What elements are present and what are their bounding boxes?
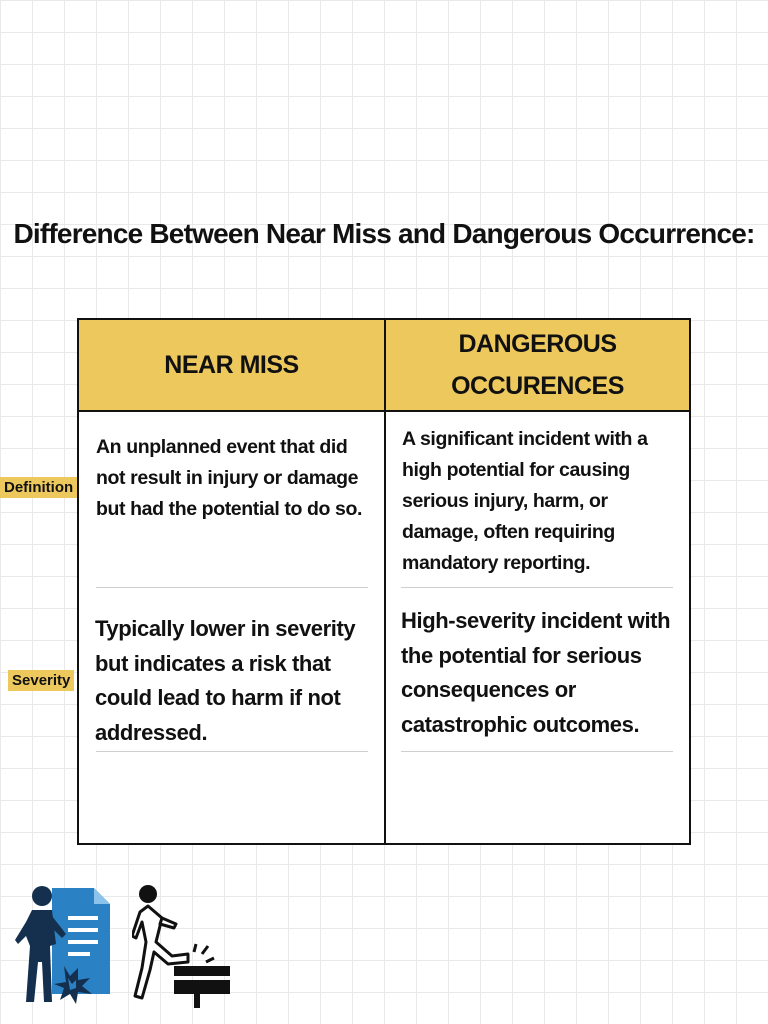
- near-miss-severity: Typically lower in severity but indicates a risk that could lead to harm if not addressed.: [95, 616, 356, 745]
- injured-worker-report-icon: [12, 882, 114, 1010]
- row-separator: [401, 751, 673, 752]
- near-miss-definition: An unplanned event that did not result in injury or damage but had the potential to do so.: [96, 436, 362, 520]
- page-title: Difference Between Near Miss and Dangerous Occurrence:: [13, 218, 755, 249]
- row-separator: [96, 587, 368, 588]
- dangerous-occurence-severity: High-severity incident with the potential for serious consequences or catastrophic outcomes.: [401, 608, 671, 737]
- trip-hazard-icon: [132, 882, 234, 1010]
- row-separator: [401, 587, 673, 588]
- row-label-severity: Severity: [8, 670, 74, 691]
- comparison-table: [77, 318, 691, 845]
- row-separator: [96, 751, 368, 752]
- header-near-miss: NEAR MISS: [79, 320, 384, 412]
- dangerous-occurence-definition: A significant incident with a high potential for causing serious injury, harm, or damage, often requiring mandatory reporting.: [402, 428, 648, 574]
- row-label-definition: Definition: [0, 477, 77, 498]
- header-dangerous-occurences: DANGEROUS OCCURENCES: [386, 320, 689, 412]
